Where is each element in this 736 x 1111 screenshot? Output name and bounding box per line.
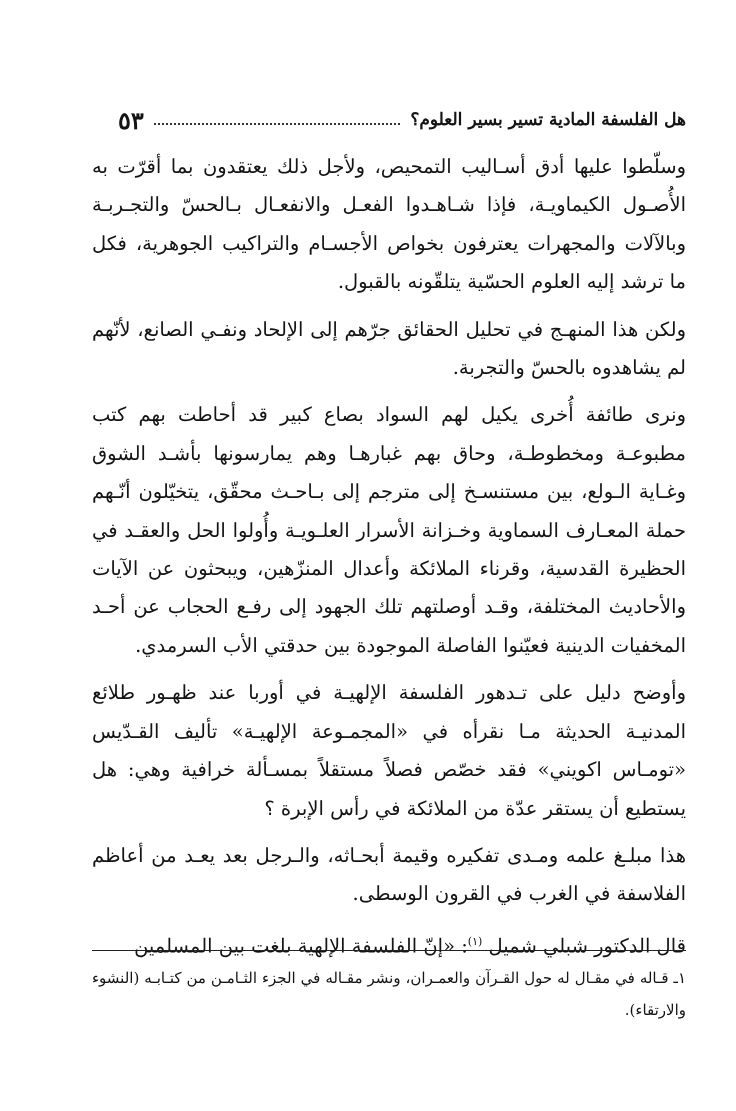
paragraph: ولكن هذا المنهـج في تحليل الحقائق جرّهم إلى الإلحاد ونفـي الصانع، لأنّهم لم يشاهدوه بالحسّ والتجربة.	[92, 317, 686, 380]
paragraph: ونرى طائفة أُخرى يكيل لهم السواد بصاع كبير قد أحاطت بهم كتب مطبوعـة ومخطوطـة، وحاق بهم غبارهـا وهم يمارسونها بأشـد الشوق وغـاية الـولع، بين مستنسـخ إلى مترجم إلى بـاحـث محقّق، يتخيّلون أنّـهم حملة المعـارف السماوية وخـزانة الأسرار العلـويـة وأُولوا الحل والعقـد في الحظيرة القدسية، وقرناء الملائكة وأعدال المنزّهين، ويبحثون عن الآيات والأحاديث المختلفة، وقـد أوصلتهم تلك الجهود إلى رفـع الحجاب عن أحـد المخفيات الدينية فعيّنوا الفاصلة الموجودة بين حدقتي الأب السرمدي.	[92, 403, 686, 657]
header-title: هل الفلسفة المادية تسير بسير العلوم؟	[410, 110, 686, 130]
quote-text: : «إنّ الفلسفة الإلهية بلغت بين المسلمين	[134, 934, 468, 958]
paragraph: وأوضح دليل على تـدهور الفلسفة الإلهيـة في أوربا عند ظهـور طلائع المدنيـة الحديثة مـا نقرأه في «المجمـوعة الإلهيـة» تأليف القـدّيس «تومـاس اكويني» فقد خصّص فصلاً مستقلاً بمسـألة خرافية وهي: هل يستطيع أن يستقر عدّة من الملائكة في رأس الإبرة ؟	[92, 681, 686, 820]
paragraph: وسلّطوا عليها أدق أسـاليب التمحيص، ولأجل ذلك يعتقدون بما أقرّت به الأُصـول الكيماويـة، فإذا شـاهـدوا الفعـل والانفعـال بـالحسّ والتجـربـة وبالآلات والمجهرات يعترفون بخواص الأجسـام والتراكيب الجوهرية، فكل ما ترشد إليه العلوم الحسّية يتلقّونه بالقبول.	[92, 155, 686, 294]
header-dotted-leader	[154, 123, 401, 125]
paragraph: هذا مبلـغ علمه ومـدى تفكيره وقيمة أبحـاثه، والـرجل بعد يعـد من أعاظم الفلاسفة في الغرب في القرون الوسطى.	[92, 843, 686, 906]
page-number: ٥٣	[118, 105, 144, 135]
quote-intro: قال الدكتور شبلي شميل	[488, 934, 686, 958]
body-text	[92, 148, 686, 975]
running-header	[118, 100, 686, 140]
footnote-reference[interactable]: (١)	[467, 934, 483, 948]
footnote-separator	[92, 950, 686, 951]
paragraph-quote-start	[92, 923, 686, 966]
footnote: ١ـ قـاله في مقـال له حول القـرآن والعمـران، ونشر مقـاله في الجزء الثـامـن من كتـابـه (النشوء والارتقاء).	[92, 969, 686, 1019]
